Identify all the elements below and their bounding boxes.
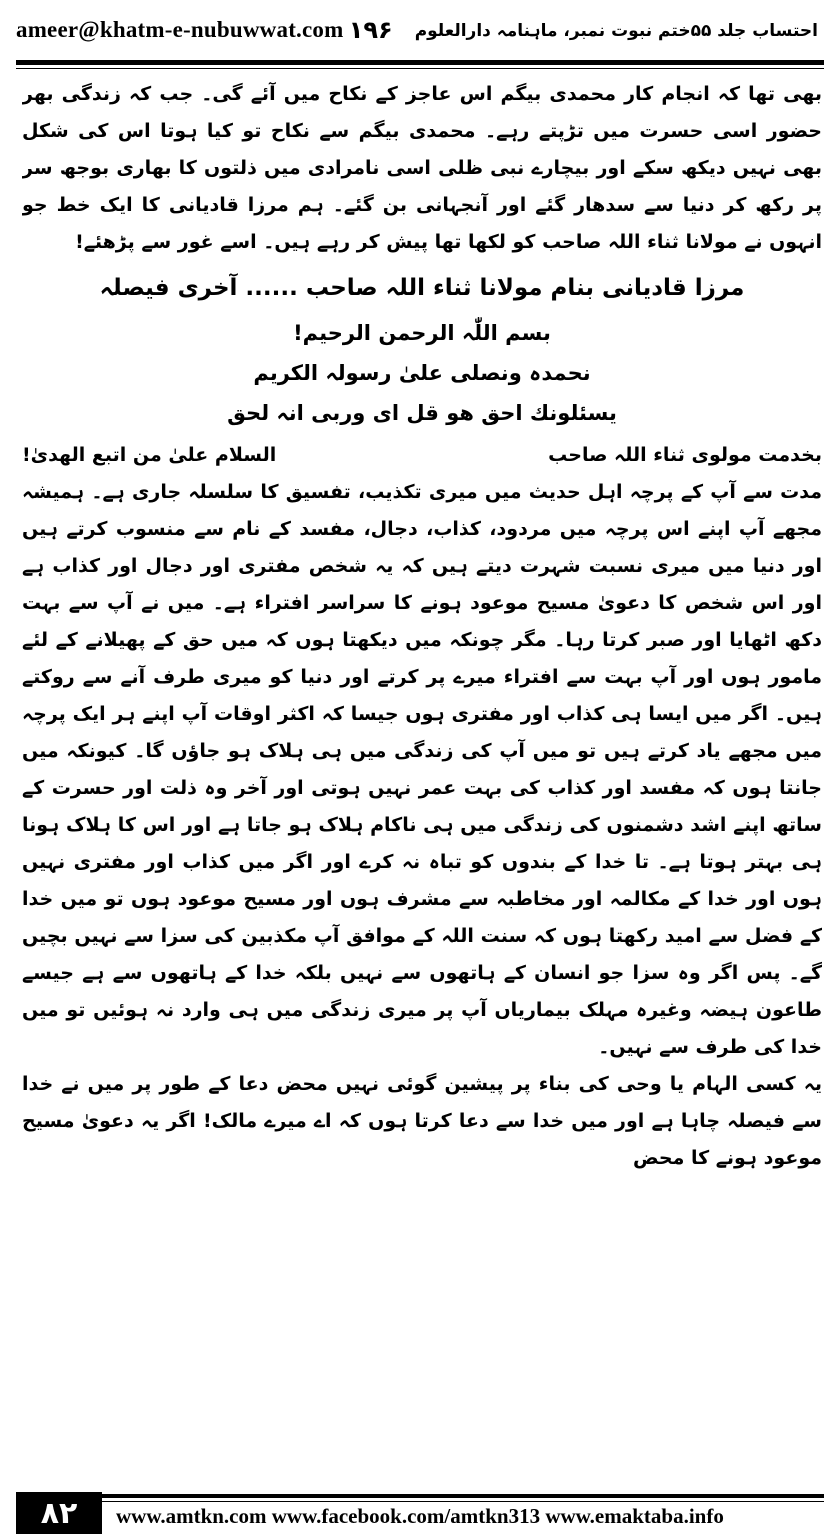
header-rule-thin [16, 68, 824, 69]
header-page-number: ۱۹۶ [348, 16, 393, 44]
letter-heading: مرزا قادیانی بنام مولانا ثناء اللہ صاحب ...... آخری فیصلہ [99, 275, 745, 301]
salutation-addressee: بخدمت مولوی ثناء اللہ صاحب [548, 444, 822, 466]
bismillah-line: بسم اللّٰہ الرحمن الرحیم! [293, 321, 551, 345]
header-rule [16, 60, 824, 65]
header-meta [343, 16, 824, 44]
footer-page-number: ۸۲ [16, 1492, 102, 1534]
article-body [22, 76, 822, 1486]
salutation-greeting: السلام علیٰ من اتبع الھدیٰ! [22, 444, 277, 466]
salutation-row [22, 437, 822, 474]
page-footer [16, 1492, 824, 1536]
page-header [16, 10, 824, 50]
header-title: احتساب جلد ۵۵ختم نبوت نمبر، ماہنامہ دارالعلوم [414, 20, 818, 41]
intro-paragraph: بھی تھا کہ انجام کار محمدی بیگم اس عاجز کے نکاح میں آئے گی۔ جب کہ زندگی بھر حضور اسی حسرت میں تڑپتے رہے۔ محمدی بیگم سے نکاح تو کیا ہوتا اس کی شکل بھی نہیں دیکھ سکے اور بیچارے نبی ظلی اسی نامرادی میں ذلتوں کا بھاری بوجھ سر پر رکھ کر دنیا سے سدھار گئے اور آنجہانی بن گئے۔ ہم مرزا قادیانی کا ایک خط جو انہوں نے مولانا ثناء اللہ صاحب کو لکھا تھا پیش کر رہے ہیں۔ اسے غور سے پڑھئے! [22, 83, 822, 253]
verse-line: یسئلونك احق ھو قل ای وربی انہ لحق [227, 401, 617, 425]
footer-links[interactable]: www.amtkn.com www.facebook.com/amtkn313 www.emaktaba.info [116, 1504, 724, 1528]
praise-line: نحمدہ ونصلی علیٰ رسولہ الکریم [253, 361, 591, 385]
letter-paragraph-1: مدت سے آپ کے پرچہ اہل حدیث میں میری تکذیب، تفسیق کا سلسلہ جاری ہے۔ ہمیشہ مجھے آپ اپنے اس پرچہ میں مردود، کذاب، دجال، مفسد کے نام سے منسوب کرتے ہیں اور دنیا میں میری نسبت شہرت دیتے ہیں کہ یہ شخص مفتری اور دجال اور کذاب ہے اور اس شخص کا دعویٰ مسیح موعود ہونے کا سراسر افتراء ہے۔ میں نے آپ سے بہت دکھ اٹھایا اور صبر کرتا رہا۔ مگر چونکہ میں دیکھتا ہوں کہ میں حق کے پھیلانے کے لئے مامور ہوں اور آپ بہت سے افتراء میرے پر کرتے اور دنیا کو میری طرف آنے سے روکتے ہیں۔ اگر میں ایسا ہی کذاب اور مفتری ہوں جیسا کہ اکثر اوقات آپ اپنے ہر ایک پرچہ میں مجھے یاد کرتے ہیں تو میں آپ کی زندگی میں ہی ہلاک ہو جاؤں گا۔ کیونکہ میں جانتا ہوں کہ مفسد اور کذاب کی بہت عمر نہیں ہوتی اور آخر وہ ذلت اور حسرت کے ساتھ اپنے اشد دشمنوں کی زندگی میں ہی ناکام ہلاک ہو جاتا ہے اور اس کا ہلاک ہونا ہی بہتر ہوتا ہے۔ تا خدا کے بندوں کو تباہ نہ کرے اور اگر میں کذاب اور مفتری نہیں ہوں اور خدا کے مکالمہ اور مخاطبہ سے مشرف ہوں اور مسیح موعود ہوں تو میں خدا کے فضل سے امید رکھتا ہوں کہ سنت اللہ کے موافق آپ مکذبین کی سزا سے نہیں بچیں گے۔ پس اگر وہ سزا جو انسان کے ہاتھوں سے نہیں بلکہ خدا کے ہاتھوں سے ہے جیسے طاعون ہیضہ وغیرہ مہلک بیماریاں آپ پر میری زندگی میں ہی وارد نہ ہوئیں تو میں خدا کی طرف سے نہیں۔ [22, 481, 822, 1058]
footer-rule [102, 1494, 824, 1498]
letter-paragraph-2: یہ کسی الہام یا وحی کی بناء پر پیشین گوئی نہیں محض دعا کے طور پر میں نے خدا سے فیصلہ چاہا ہے اور میں خدا سے دعا کرتا ہوں کہ اے میرے مالک! اگر یہ دعویٰ مسیح موعود ہونے کا محض [22, 1073, 822, 1169]
header-email[interactable]: ameer@khatm-e-nubuwwat.com [16, 17, 344, 42]
footer-rule-thin [102, 1501, 824, 1502]
